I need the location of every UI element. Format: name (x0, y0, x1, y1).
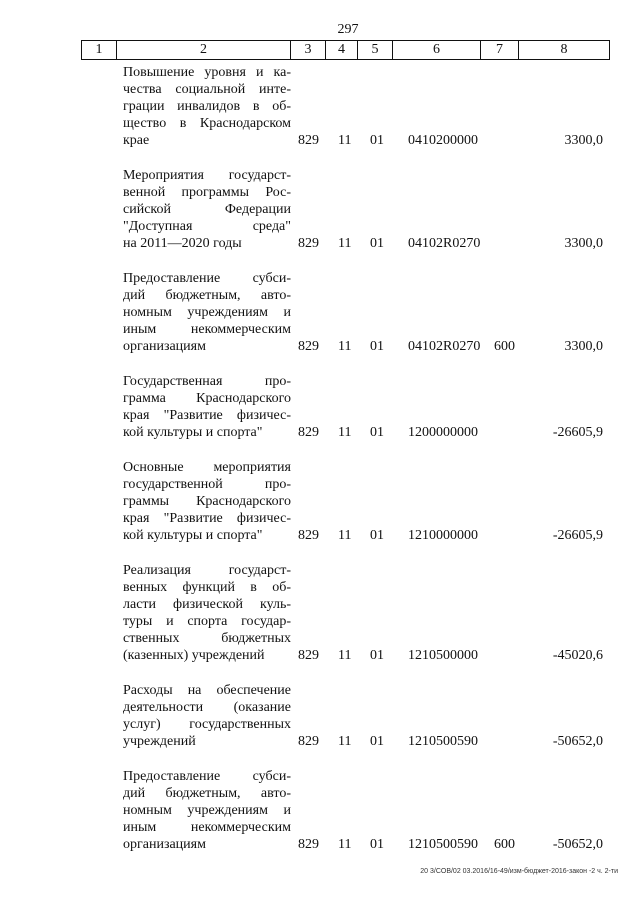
cell-c8: 3300,0 (564, 133, 603, 148)
description-line: края "Развитие физичес- (123, 511, 291, 526)
description-line: грации инвалидов в об- (123, 99, 291, 114)
cell-c3: 829 (298, 133, 319, 148)
cell-c8: -26605,9 (552, 528, 603, 543)
description-line: учреждений (123, 734, 196, 749)
description-line: Реализация государст- (123, 563, 291, 578)
column-header-8: 8 (560, 42, 568, 57)
column-header-6: 6 (393, 41, 481, 59)
description-line: (казенных) учреждений (123, 648, 265, 663)
description-line: туры и спорта государ- (123, 614, 291, 629)
column-header-4: 4 (326, 41, 358, 59)
cell-c7: 600 (494, 339, 515, 354)
description-line: венной программы Рос- (123, 185, 291, 200)
page-number: 297 (337, 22, 359, 37)
description-line: организациям (123, 339, 206, 354)
cell-c3: 829 (298, 648, 319, 663)
description-line: государственной про- (123, 477, 291, 492)
description-line: иным некоммерческим (123, 820, 291, 835)
description-line: номным учреждениям и (123, 803, 291, 818)
cell-c8: -26605,9 (552, 425, 603, 440)
row-description (123, 64, 291, 149)
cell-c3: 829 (298, 339, 319, 354)
cell-c3: 829 (298, 236, 319, 251)
row-description (123, 562, 291, 664)
cell-c3: 829 (298, 528, 319, 543)
cell-c4: 11 (338, 339, 352, 354)
cell-c5: 01 (370, 425, 384, 440)
table-header (81, 40, 610, 60)
cell-c6: 1210000000 (408, 528, 478, 543)
description-line: дий бюджетным, авто- (123, 288, 291, 303)
cell-c4: 11 (338, 837, 352, 852)
table-row (0, 64, 640, 149)
description-line: чества социальной инте- (123, 82, 291, 97)
table-row (0, 682, 640, 750)
description-line: щество в Краснодарском (123, 116, 291, 131)
table-row (0, 768, 640, 853)
cell-c4: 11 (338, 236, 352, 251)
cell-c4: 11 (338, 648, 352, 663)
cell-c4: 11 (338, 528, 352, 543)
cell-c8: 3300,0 (564, 339, 603, 354)
cell-c6: 1210500000 (408, 648, 478, 663)
column-header-7: 7 (481, 41, 519, 59)
table-row (0, 167, 640, 252)
description-line: кой культуры и спорта" (123, 528, 263, 543)
column-header-2: 2 (117, 41, 291, 59)
description-line: Расходы на обеспечение (123, 683, 291, 698)
cell-c5: 01 (370, 236, 384, 251)
description-line: иным некоммерческим (123, 322, 291, 337)
description-line: Предоставление субси- (123, 769, 291, 784)
row-description (123, 167, 291, 252)
row-description (123, 270, 291, 355)
cell-c4: 11 (338, 133, 352, 148)
column-header-1: 1 (82, 41, 117, 59)
cell-c4: 11 (338, 425, 352, 440)
cell-c8: -50652,0 (552, 837, 603, 852)
cell-c5: 01 (370, 648, 384, 663)
description-line: ласти физической куль- (123, 597, 291, 612)
row-description (123, 768, 291, 853)
cell-c3: 829 (298, 425, 319, 440)
cell-c5: 01 (370, 734, 384, 749)
table-row (0, 562, 640, 664)
table-row (0, 373, 640, 441)
description-line: крае (123, 133, 150, 148)
description-line: грамма Краснодарского (123, 391, 291, 406)
cell-c3: 829 (298, 734, 319, 749)
description-line: Государственная про- (123, 374, 291, 389)
description-line: Мероприятия государст- (123, 168, 291, 183)
description-line: деятельности (оказание (123, 700, 291, 715)
cell-c7: 600 (494, 837, 515, 852)
table-row (0, 270, 640, 355)
cell-c3: 829 (298, 837, 319, 852)
row-description (123, 682, 291, 750)
description-line: номным учреждениям и (123, 305, 291, 320)
description-line: организациям (123, 837, 206, 852)
cell-c6: 04102R0270 (408, 339, 481, 354)
table-row (0, 459, 640, 544)
row-description (123, 459, 291, 544)
budget-table-body (0, 64, 640, 871)
column-header-3: 3 (291, 41, 326, 59)
cell-c6: 04102R0270 (408, 236, 481, 251)
cell-c6: 1200000000 (408, 425, 478, 440)
cell-c6: 1210500590 (408, 734, 478, 749)
description-line: Повышение уровня и ка- (123, 65, 291, 80)
column-header-5: 5 (358, 41, 393, 59)
description-line: дий бюджетным, авто- (123, 786, 291, 801)
row-description (123, 373, 291, 441)
description-line: кой культуры и спорта" (123, 425, 263, 440)
cell-c8: -45020,6 (552, 648, 603, 663)
description-line: услуг) государственных (123, 717, 291, 732)
description-line: граммы Краснодарского (123, 494, 291, 509)
description-line: Предоставление субси- (123, 271, 291, 286)
cell-c8: 3300,0 (564, 236, 603, 251)
cell-c5: 01 (370, 133, 384, 148)
cell-c8: -50652,0 (552, 734, 603, 749)
cell-c6: 1210500590 (408, 837, 478, 852)
document-footer: 20 3/COB/02 03.2016/16-49/изм-бюджет-2016-закон -2 ч. 2-ти (420, 868, 618, 875)
description-line: сийской Федерации (123, 202, 291, 217)
cell-c5: 01 (370, 528, 384, 543)
description-line: на 2011—2020 годы (123, 236, 242, 251)
cell-c4: 11 (338, 734, 352, 749)
description-line: Основные мероприятия (123, 460, 291, 475)
cell-c5: 01 (370, 339, 384, 354)
description-line: венных функций в об- (123, 580, 291, 595)
description-line: края "Развитие физичес- (123, 408, 291, 423)
cell-c6: 0410200000 (408, 133, 478, 148)
description-line: ственных бюджетных (123, 631, 291, 646)
description-line: "Доступная среда" (123, 219, 291, 234)
cell-c5: 01 (370, 837, 384, 852)
